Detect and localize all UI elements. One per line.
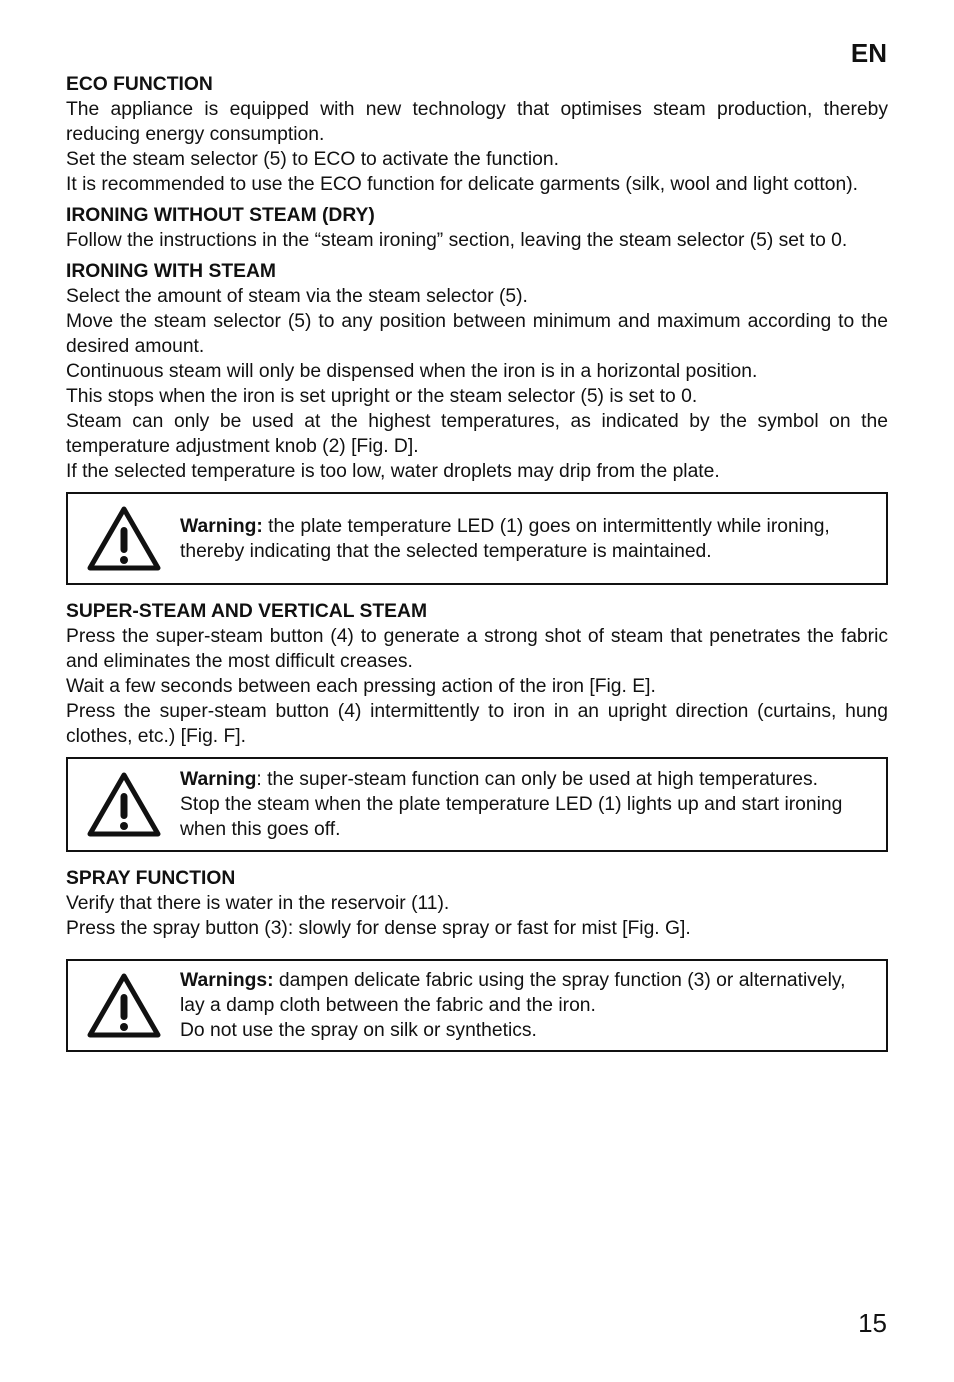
section-title: SUPER-STEAM AND VERTICAL STEAM xyxy=(66,601,428,622)
warning-box-temperature-led xyxy=(66,492,888,585)
warning-line: : the super-steam function can only be used at high temperatures. xyxy=(256,769,819,790)
paragraph: If the selected temperature is too low, water droplets may drip from the plate. xyxy=(66,461,720,482)
paragraph: Press the super-steam button (4) intermittently to iron in an upright direction (curtains, hung clothes, etc.) [Fig. F]. xyxy=(66,701,888,747)
warning-text xyxy=(180,514,874,564)
section-title: IRONING WITHOUT STEAM (DRY) xyxy=(66,205,375,226)
warning-triangle-icon xyxy=(68,505,180,573)
warning-label: Warnings: xyxy=(180,970,274,991)
section-ironing-without-steam xyxy=(66,203,888,253)
page-number: 15 xyxy=(858,1308,887,1338)
warning-triangle-icon xyxy=(68,972,180,1040)
section-title: IRONING WITH STEAM xyxy=(66,261,276,282)
warning-paragraph xyxy=(180,968,874,1018)
warning-text xyxy=(180,968,874,1043)
language-code: EN xyxy=(850,38,887,68)
paragraph: The appliance is equipped with new technology that optimises steam production, thereby reducing energy consumption. xyxy=(66,99,888,145)
paragraph: It is recommended to use the ECO function for delicate garments (silk, wool and light cotton). xyxy=(66,174,858,195)
section-super-steam xyxy=(66,599,888,749)
paragraph: Wait a few seconds between each pressing action of the iron [Fig. E]. xyxy=(66,676,656,697)
paragraph: Select the amount of steam via the steam selector (5). xyxy=(66,286,528,307)
section-eco-function xyxy=(66,72,888,197)
paragraph: Press the spray button (3): slowly for dense spray or fast for mist [Fig. G]. xyxy=(66,918,691,939)
paragraph: Press the super-steam button (4) to generate a strong shot of steam that penetrates the fabric and eliminates the most difficult creases. xyxy=(66,626,888,672)
warning-line: dampen delicate fabric using the spray function (3) or alternatively, lay a damp cloth between the fabric and the iron. xyxy=(180,970,846,1016)
warning-box-spray xyxy=(66,959,888,1052)
paragraph: Move the steam selector (5) to any position between minimum and maximum according to the desired amount. xyxy=(66,311,888,357)
warning-triangle-icon xyxy=(68,771,180,839)
paragraph: This stops when the iron is set upright or the steam selector (5) is set to 0. xyxy=(66,386,698,407)
section-title: ECO FUNCTION xyxy=(66,74,213,95)
warning-label: Warning xyxy=(180,769,257,790)
paragraph: Follow the instructions in the “steam ironing” section, leaving the steam selector (5) set to 0. xyxy=(66,230,848,251)
document-body xyxy=(66,72,888,1066)
warning-line: the plate temperature LED (1) goes on intermittently while ironing, thereby indicating that the selected temperature is maintained. xyxy=(180,515,830,562)
paragraph: Steam can only be used at the highest temperatures, as indicated by the symbol on the temperature adjustment knob (2) [Fig. D]. xyxy=(66,411,888,457)
paragraph: Set the steam selector (5) to ECO to activate the function. xyxy=(66,149,559,170)
warning-box-super-steam xyxy=(66,757,888,852)
warning-paragraph: Do not use the spray on silk or synthetics. xyxy=(180,1020,537,1041)
warning-text xyxy=(180,767,874,842)
warning-label: Warning: xyxy=(180,515,263,537)
section-ironing-with-steam xyxy=(66,259,888,484)
warning-paragraph xyxy=(180,514,874,564)
paragraph: Verify that there is water in the reservoir (11). xyxy=(66,893,450,914)
warning-paragraph: Stop the steam when the plate temperature LED (1) lights up and start ironing when this goes off. xyxy=(180,794,843,840)
warning-paragraph xyxy=(180,767,874,792)
section-title: SPRAY FUNCTION xyxy=(66,868,236,889)
section-spray-function xyxy=(66,866,888,941)
paragraph: Continuous steam will only be dispensed when the iron is in a horizontal position. xyxy=(66,361,758,382)
